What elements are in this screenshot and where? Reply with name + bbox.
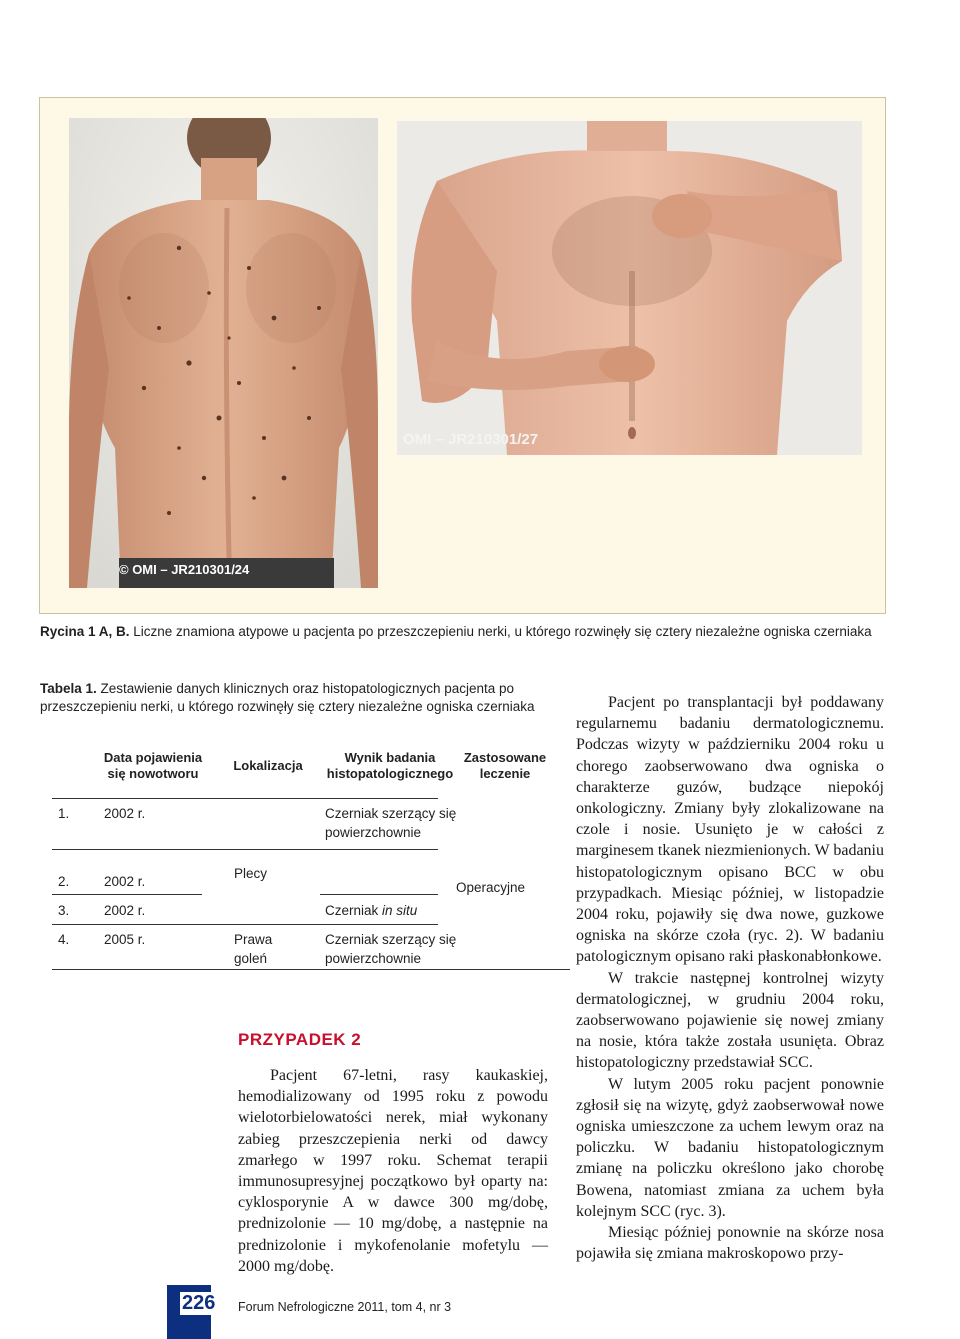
- footer-journal: Forum Nefrologiczne 2011, tom 4, nr 3: [238, 1300, 452, 1314]
- row3-date: 2002 r.: [104, 903, 146, 918]
- right-paragraph-2: W trakcie następnej kontrolnej wizyty dermatologicznej, w grudniu 2004 roku, zaobserwowano pojawienie się nowej zmiany na nosie, która także została usunięta. Obraz histopatologiczny przedstawiał SCC.: [576, 969, 884, 1072]
- header-result: Wynik badania histopatologicznego: [326, 750, 454, 781]
- section-heading: PRZYPADEK 2: [238, 1030, 362, 1049]
- row2-num: 2.: [58, 874, 70, 889]
- figure-caption: [40, 624, 872, 639]
- case-paragraph: Pacjent 67-letni, rasy kaukaskiej, hemodializowany od 1995 roku z powodu wielotorbielowatości nerek, miał wykonany zabieg przeszczepienia nerki od dawcy zmarłego w 1997 roku. Schemat terapii immunosupresyjnej początkowo był oparty na: cyklosporynie A w dawce 300 mg/dobę, prednizolonie — 10 mg/dobę, a następnie na prednizolonie i mykofenolanie mofetylu — 2000 mg/dobę.: [238, 1067, 548, 1275]
- table-caption-label: Tabela 1.: [40, 681, 97, 696]
- rule-row1: [52, 849, 438, 850]
- row2-date: 2002 r.: [104, 874, 146, 889]
- header-treatment: Zastosowane leczenie: [463, 750, 547, 781]
- row4-result: Czerniak szerzący się powierzchownie: [325, 932, 457, 966]
- table-caption-text: Zestawienie danych klinicznych oraz histopatologicznych pacjenta po przeszczepieniu nerki, u którego rozwinęły się cztery niezależne ogniska czerniaka: [40, 681, 535, 714]
- shared-location: Plecy: [234, 866, 268, 881]
- right-paragraph-1: Pacjent po transplantacji był poddawany regularnemu badaniu dermatologicznemu. Podczas wizyty w październiku 2004 roku u chorego zaobserwowano dwa ogniska o charakterze guzów, budzące niepokój onkologiczny. Zmiany były zlokalizowane na czole i nosie. Usunięto je w całości z marginesem tkanek niezmienionych. W badaniu histopatologicznym opisano BCC w obu przypadkach. Miesiąc później, w listopadzie 2004 roku, pojawiły się dwa nowe, guzkowe ogniska na skórze czoła (ryc. 2). W badaniu patologicznym opisano raki płaskonabłonkowe.: [576, 694, 884, 966]
- row1-date: 2002 r.: [104, 806, 146, 821]
- table: [58, 744, 570, 970]
- rule-row3: [52, 924, 438, 925]
- row1-result: Czerniak szerzący się powierzchownie: [325, 806, 457, 840]
- figure-caption-text: Liczne znamiona atypowe u pacjenta po przeszczepieniu nerki, u którego rozwinęły się cztery niezależne ogniska czerniaka: [129, 624, 872, 639]
- figure-caption-label: Rycina 1 A, B.: [40, 624, 130, 639]
- photo-back: [69, 118, 378, 588]
- row4-location: Prawa goleń: [234, 932, 273, 966]
- row1-num: 1.: [58, 806, 70, 821]
- photo-b-watermark: OMI – JR210301/27: [403, 431, 539, 448]
- photo-chest: [397, 121, 862, 455]
- header-date: Data pojawienia się nowotworu: [103, 750, 203, 781]
- rule-row2-right: [320, 894, 438, 895]
- rule-header: [52, 798, 438, 799]
- shared-treatment: Operacyjne: [456, 880, 526, 895]
- row3-num: 3.: [58, 903, 70, 918]
- row4-num: 4.: [58, 932, 70, 947]
- header-location: Lokalizacja: [233, 758, 303, 773]
- row4-date: 2005 r.: [104, 932, 146, 947]
- page-number: 226: [182, 1292, 216, 1314]
- rule-bottom: [52, 969, 570, 970]
- table-caption: [40, 680, 570, 716]
- photo-a-watermark: © OMI – JR210301/24: [119, 562, 250, 577]
- rule-row2-left: [52, 894, 202, 895]
- right-column: [576, 692, 884, 1264]
- right-paragraph-3: W lutym 2005 roku pacjent ponownie zgłosił się na wizytę, gdyż zaobserwował nowe ogniska umieszczone za uchem lewym oraz na policzku. W badaniu histopatologicznym zmianę na policzku określono jako chorobę Bowena, natomiast zmiana za uchem była kolejnym SCC (ryc. 3).: [576, 1075, 884, 1220]
- right-paragraph-4: Miesiąc później ponownie na skórze nosa pojawiła się zmiana makroskopowo przy-: [576, 1224, 884, 1263]
- row3-result: Czerniak in situ: [325, 903, 418, 918]
